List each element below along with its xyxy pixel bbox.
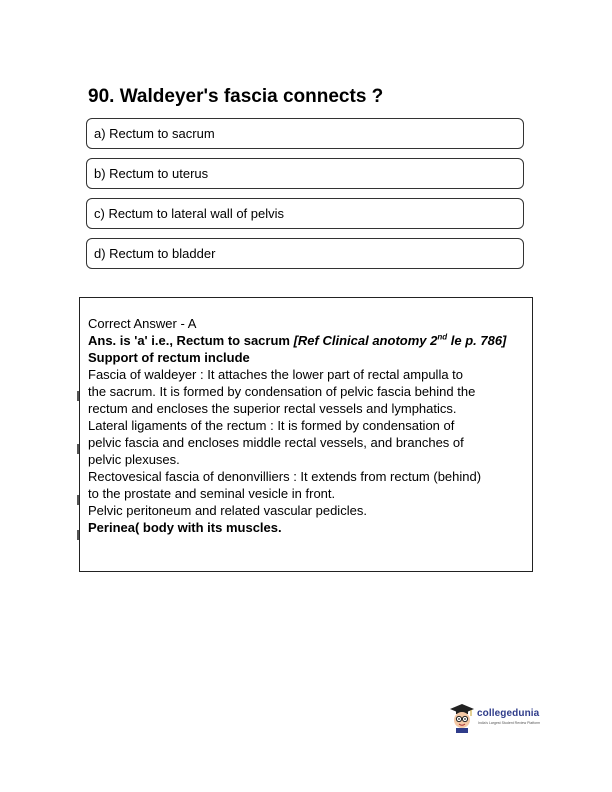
text-line: Fascia of waldeyer : It attaches the lower part of rectal ampulla to [88, 367, 464, 382]
option-b[interactable]: b) Rectum to uterus [86, 158, 524, 189]
text-line: to the prostate and seminal vesicle in front. [88, 486, 336, 501]
option-d[interactable]: d) Rectum to bladder [86, 238, 524, 269]
option-c[interactable]: c) Rectum to lateral wall of pelvis [86, 198, 524, 229]
answer-explanation [88, 332, 523, 349]
text-line: Lateral ligaments of the rectum : It is formed by condensation of [88, 418, 455, 433]
bullet-marker [77, 391, 79, 401]
logo-tagline: India's Largest Student Review Platform [478, 721, 541, 725]
text-line: Rectovesical fascia of denonvilliers : It extends from rectum (behind) [88, 469, 482, 484]
text-line: the sacrum. It is formed by condensation of pelvic fascia behind the [88, 384, 476, 399]
reference: [Ref Clinical anotomy 2nd le p. 786] [293, 332, 507, 348]
answer-box [79, 297, 533, 572]
text-line: pelvic plexuses. [88, 452, 180, 467]
bullet-marker [77, 530, 79, 540]
collegedunia-logo [449, 703, 559, 739]
question-title: 90. Waldeyer's fascia connects ? [88, 86, 384, 107]
option-a[interactable]: a) Rectum to sacrum [86, 118, 524, 149]
text-line: Pelvic peritoneum and related vascular pedicles. [88, 503, 367, 518]
mascot-icon [449, 703, 475, 733]
answer-prefix: Ans. is 'a' i.e., Rectum to sacrum [88, 333, 294, 348]
logo-text: collegedunia [477, 708, 540, 719]
correct-answer: Correct Answer - A [88, 316, 197, 331]
last-line: Perinea( body with its muscles. [88, 520, 282, 535]
support-heading: Support of rectum include [88, 350, 250, 365]
text-line: pelvic fascia and encloses middle rectal vessels, and branches of [88, 435, 464, 450]
text-line: rectum and encloses the superior rectal vessels and lymphatics. [88, 401, 457, 416]
bullet-marker [77, 444, 79, 454]
bullet-marker [77, 495, 79, 505]
